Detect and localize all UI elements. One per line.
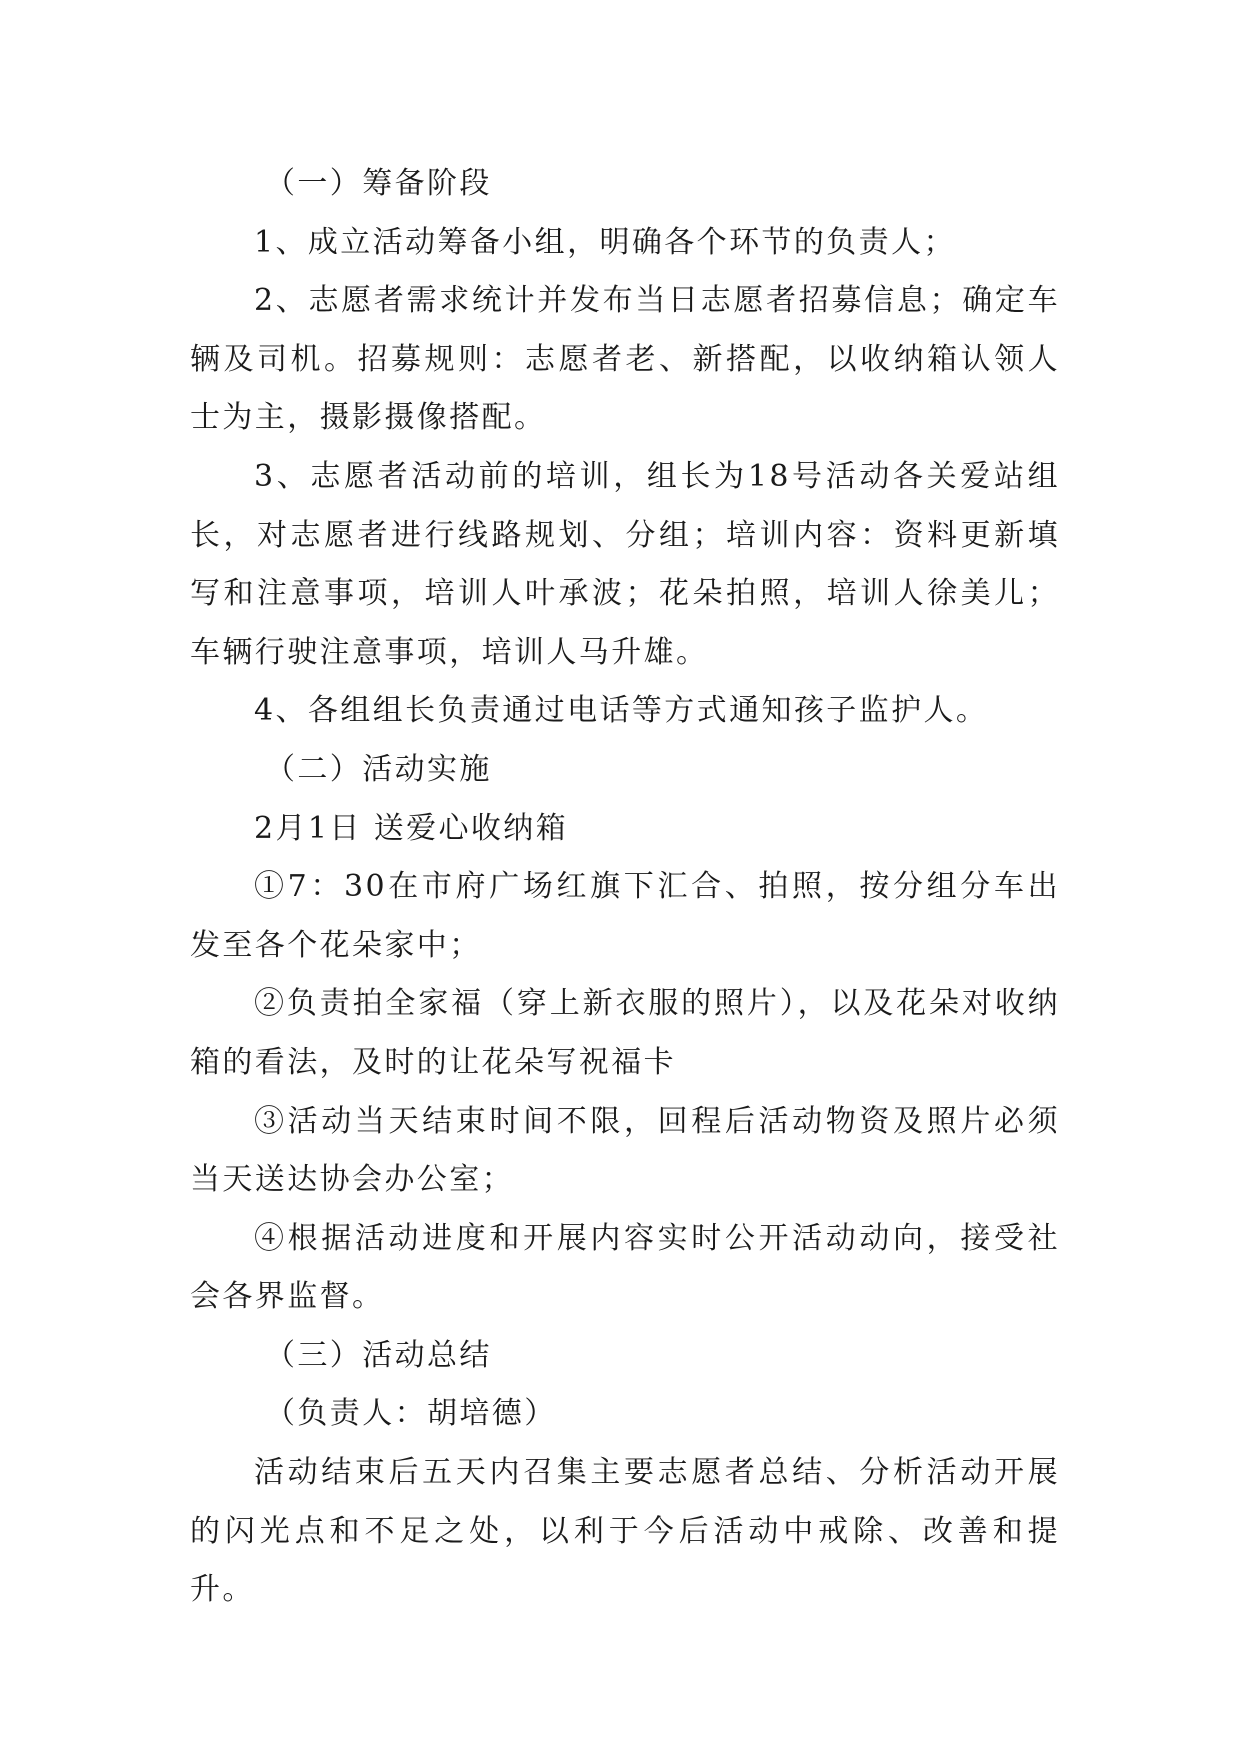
paragraph: ④根据活动进度和开展内容实时公开活动动向，接受社会各界监督。 xyxy=(190,1220,1060,1315)
paragraph: 3、志愿者活动前的培训，组长为18号活动各关爱站组长，对志愿者进行线路规划、分组；培训内容：资料更新填写和注意事项，培训人叶承波；花朵拍照，培训人徐美儿；车辆行驶注意事项，培训人马升雄。 xyxy=(190,458,1060,670)
paragraph: 2、志愿者需求统计并发布当日志愿者招募信息；确定车辆及司机。招募规则：志愿者老、新搭配，以收纳箱认领人士为主，摄影摄像搭配。 xyxy=(190,283,1060,436)
paragraph: ①7：30在市府广场红旗下汇合、拍照，按分组分车出发至各个花朵家中； xyxy=(190,869,1060,963)
responsible-person-note: （负责人：胡培德） xyxy=(265,1396,557,1432)
paragraph: 1、成立活动筹备小组，明确各个环节的负责人； xyxy=(254,224,956,260)
section-heading-summary: （三）活动总结 xyxy=(265,1337,492,1373)
document-body xyxy=(190,155,1060,1620)
paragraph: 2月1日 送爱心收纳箱 xyxy=(254,810,569,846)
paragraph: 活动结束后五天内召集主要志愿者总结、分析活动开展的闪光点和不足之处，以利于今后活动中戒除、改善和提升。 xyxy=(190,1455,1060,1608)
section-heading-implementation: （二）活动实施 xyxy=(265,751,492,787)
paragraph: ③活动当天结束时间不限，回程后活动物资及照片必须当天送达协会办公室； xyxy=(190,1103,1060,1198)
section-heading-preparation: （一）筹备阶段 xyxy=(265,166,492,201)
paragraph: ②负责拍全家福（穿上新衣服的照片），以及花朵对收纳箱的看法，及时的让花朵写祝福卡 xyxy=(190,986,1060,1080)
paragraph: 4、各组组长负责通过电话等方式通知孩子监护人。 xyxy=(254,693,989,729)
